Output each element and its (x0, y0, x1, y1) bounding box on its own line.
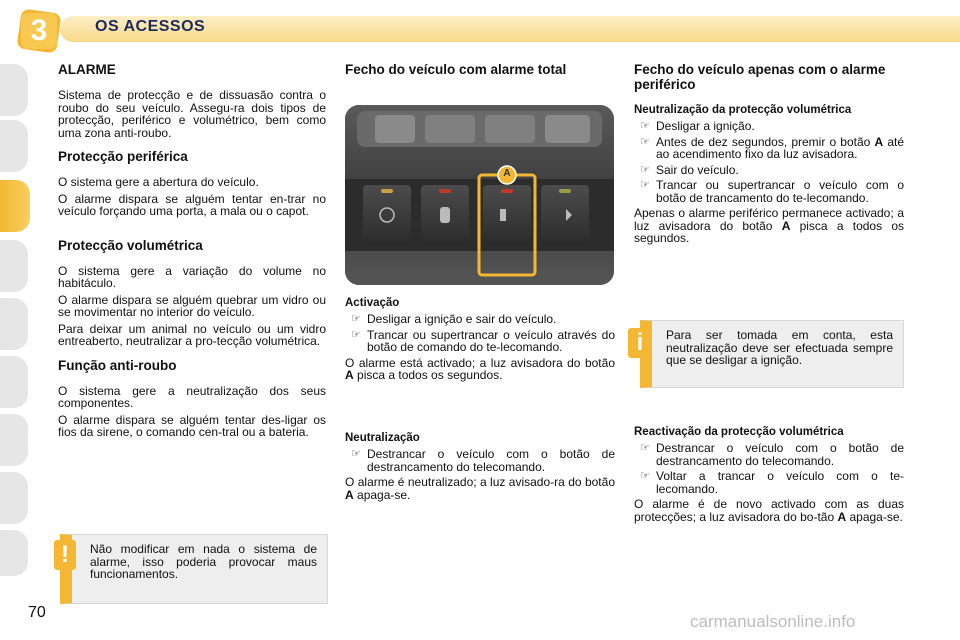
bullet-icon: ☞ (640, 135, 650, 148)
perimetric-title: Protecção periférica (58, 149, 188, 164)
alarm-title: ALARME (58, 62, 116, 77)
react-step-2: ☞ Voltar a trancar o veículo com o te-lecomando. (634, 470, 904, 495)
chapter-tab-6[interactable] (0, 356, 28, 408)
watermark: carmanualsonline.info (690, 612, 856, 631)
perimetric-only-title: Fecho do veículo apenas com o alarme periférico (634, 62, 886, 92)
dashboard-buttons-photo (345, 105, 614, 285)
photo-label-a: A (503, 168, 511, 179)
left-column (58, 62, 326, 443)
warning-note-text: Não modificar em nada o sistema de alarme, isso poderia provocar maus funcionamentos. (90, 542, 317, 581)
bullet-icon: ☞ (351, 313, 361, 325)
activation-step-1: ☞ Desligar a ignição e sair do veículo. (345, 313, 615, 326)
vol-neutral-step-2: ☞ Antes de dez segundos, premir o botão A até ao acendimento fixo da luz avisadora. (634, 136, 904, 161)
perimetric-p1: O sistema gere a abertura do veículo. (58, 175, 259, 189)
react-step-1: ☞ Destrancar o veículo com o botão de destrancamento do telecomando. (634, 442, 904, 467)
activation-step-2: ☞ Trancar ou supertrancar o veículo através do botão de comando do te-lecomando. (345, 329, 615, 354)
neutral-step-1: ☞ Destrancar o veículo com o botão de destrancamento do telecomando. (345, 448, 615, 473)
chapter-tab-9[interactable] (0, 530, 28, 576)
bullet-icon: ☞ (351, 328, 361, 341)
vol-neutral-title: Neutralização da protecção volumétrica (634, 104, 852, 116)
bullet-icon: ☞ (640, 442, 650, 454)
bullet-icon: ☞ (351, 448, 361, 460)
info-note-text: Para ser tomada em conta, esta neutralização deve ser efectuada sempre que se desligar a ignição. (666, 328, 893, 367)
bullet-icon: ☞ (640, 470, 650, 482)
chapter-tab-8[interactable] (0, 472, 28, 524)
vol-neutral-result: Apenas o alarme periférico permanece activado; a luz avisadora do botão A pisca a todos os segundos. (634, 206, 905, 245)
chapter-tab-3-active[interactable] (0, 180, 30, 232)
chapter-tab-7[interactable] (0, 414, 28, 466)
chapter-tab-4[interactable] (0, 240, 28, 292)
bullet-icon: ☞ (640, 120, 650, 132)
volumetric-p2: O alarme dispara se alguém quebrar um vidro ou se movimentar no interior do veículo. (58, 292, 326, 319)
dashboard-illustration (345, 105, 614, 285)
info-icon: i (628, 328, 652, 358)
reactivation-section (634, 426, 904, 527)
vol-neutral-step-4: ☞ Trancar ou supertrancar o veículo com o botão de trancamento do te-lecomando. (634, 179, 904, 204)
vol-neutral-step-3: ☞ Sair do veículo. (634, 164, 904, 177)
chapter-tab-2[interactable] (0, 120, 28, 172)
antitheft-p2: O alarme dispara se alguém tentar des-ligar os fios da sirene, o comando cen-tral ou a bateria. (58, 412, 326, 439)
bullet-icon: ☞ (640, 179, 650, 191)
chapter-title: OS ACESSOS (95, 18, 206, 35)
middle-column-body (345, 297, 615, 386)
right-column (634, 62, 904, 249)
alarm-text: Sistema de protecção e de dissuasão contra o roubo do seu veículo. Assegu-ra dois tipos de protecção, periférico e volumétrico, bem como uma zona anti-roubo. (58, 88, 326, 140)
chapter-number: 3 (30, 14, 48, 47)
warning-icon: ! (54, 540, 76, 570)
chapter-tab-1[interactable] (0, 64, 28, 116)
volumetric-title: Protecção volumétrica (58, 237, 203, 253)
vol-neutral-step-1: ☞ Desligar a ignição. (634, 120, 904, 133)
react-result: O alarme é de novo activado com as duas protecções; a luz avisadora do bo-tão A apaga-se. (634, 497, 904, 524)
activation-title: Activação (345, 297, 400, 309)
chapter-tab-5[interactable] (0, 298, 28, 350)
middle-column (345, 62, 615, 87)
page-number: 70 (28, 604, 46, 621)
info-note (640, 320, 904, 388)
antitheft-p1: O sistema gere a neutralização dos seus componentes. (58, 383, 326, 410)
volumetric-p1: O sistema gere a variação do volume no habitáculo. (58, 263, 326, 290)
neutral-title: Neutralização (345, 432, 420, 444)
total-alarm-title: Fecho do veículo com alarme total (345, 62, 567, 77)
perimetric-p2: O alarme dispara se alguém tentar en-trar no veículo forçando uma porta, a mala ou o capot. (58, 191, 326, 218)
volumetric-p3: Para deixar um animal no veículo ou um vidro entreaberto, neutralizar a pro-tecção volumétrica. (58, 321, 326, 348)
neutral-result: O alarme é neutralizado; a luz avisado-ra do botão A apaga-se. (345, 475, 615, 502)
warning-note (60, 534, 328, 604)
bullet-icon: ☞ (640, 163, 650, 176)
antitheft-title: Função anti-roubo (58, 357, 177, 373)
react-title: Reactivação da protecção volumétrica (634, 426, 844, 438)
neutralization-section (345, 432, 615, 505)
activation-result: O alarme está activado; a luz avisadora do botão A pisca a todos os segundos. (345, 355, 615, 382)
